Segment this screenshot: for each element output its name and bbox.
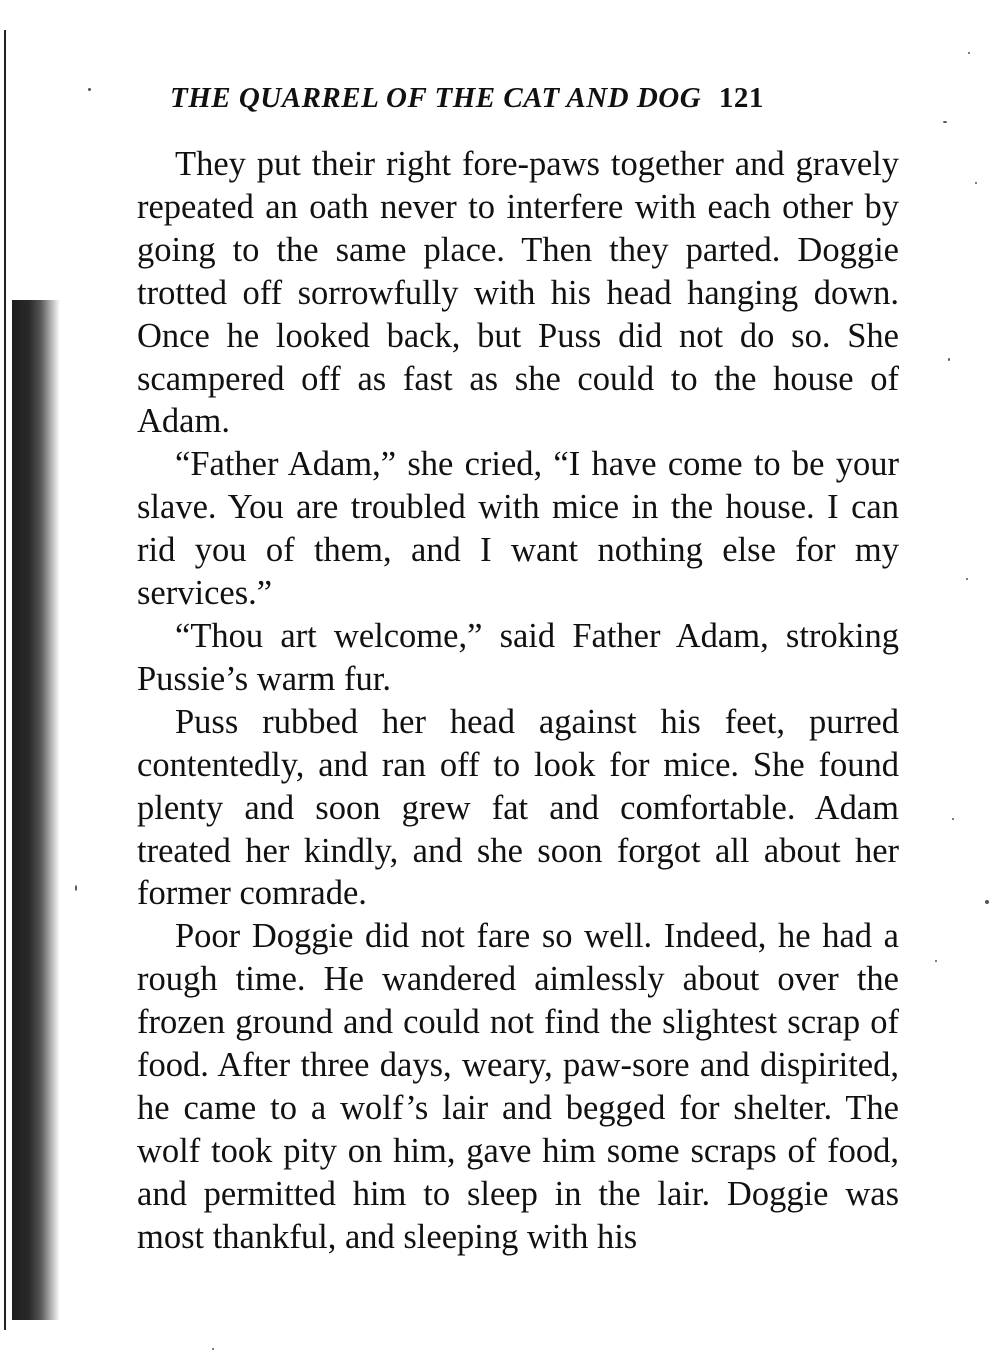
gutter-shadow — [12, 300, 60, 1320]
paragraph-3: “Thou art welcome,” said Father Adam, stroking Pussie’s warm fur. — [137, 616, 899, 698]
page-binding-edge — [0, 0, 12, 1364]
binding-line — [4, 30, 6, 1330]
running-head-title: THE QUARREL OF THE CAT AND DOG — [170, 82, 702, 114]
paragraph-4: Puss rubbed her head against his feet, purred contentedly, and ran off to look for mice. She found plenty and soon grew fat and comfortable. Adam treated her kindly, and she soon forgot all about her former comrade. — [137, 702, 899, 913]
paragraph-5: Poor Doggie did not fare so well. Indeed, he had a rough time. He wandered aimlessly about over the frozen ground and could not find the slightest scrap of food. After three days, weary, paw-sore and dispirited, he came to a wolf’s lair and begged for shelter. The wolf took pity on him, gave him some scraps of food, and permitted him to sleep in the lair. Doggie was most thankful, and sleeping with his — [137, 917, 899, 1256]
paragraph-1: They put their right fore-paws together and gravely repeated an oath never to interfere with each other by going to the same place. Then they parted. Doggie trotted off sorrowfully with his head hanging down. Once he looked back, but Puss did not do so. She scampered off as fast as she could to the house of Adam. — [137, 145, 899, 441]
running-head — [170, 82, 910, 122]
paragraph-2: “Father Adam,” she cried, “I have come to be your slave. You are troubled with mice in the house. I can rid you of them, and I want nothing else for my services.” — [137, 445, 899, 613]
body-text — [137, 143, 899, 1259]
page-number: 121 — [718, 82, 764, 114]
